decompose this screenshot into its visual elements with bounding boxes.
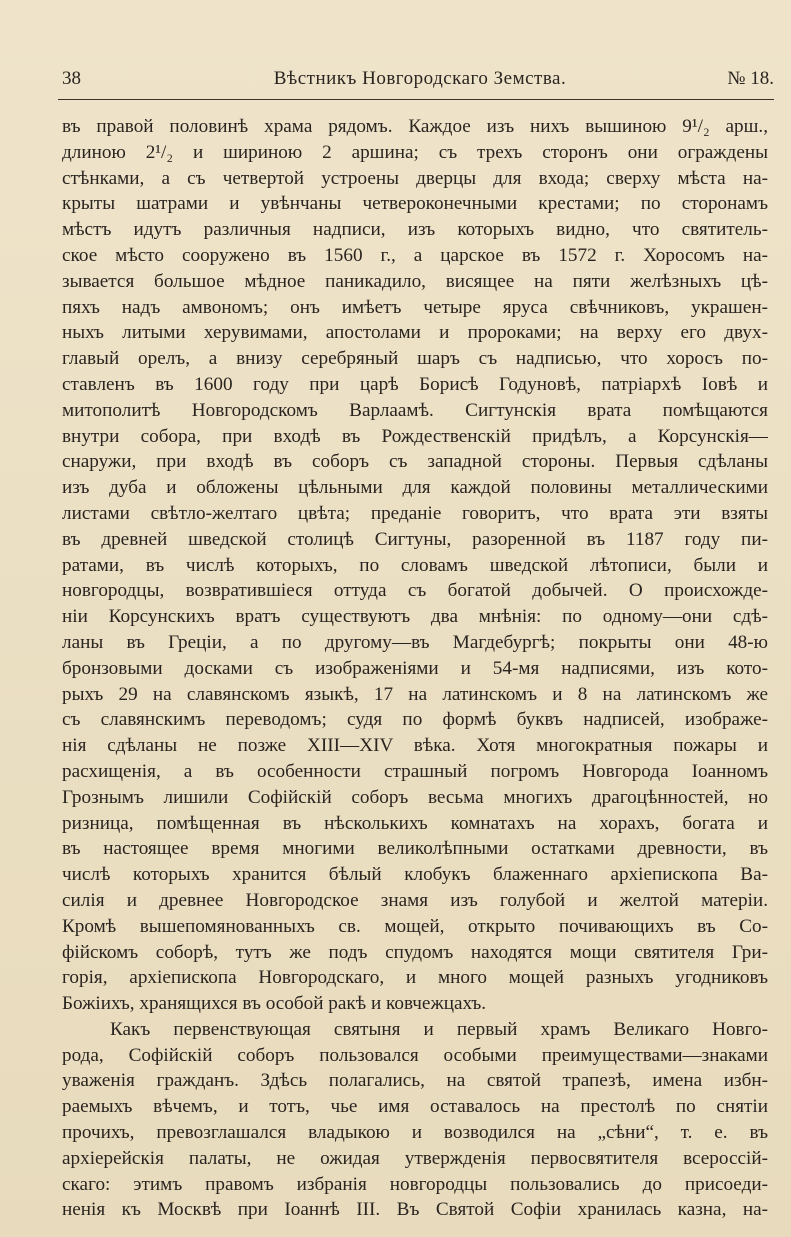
text-line: главый орелъ, а внизу серебряный шаръ съ надписью, что хоросъ по- [62, 348, 768, 370]
text-line: внутри собора, при входѣ въ Рождественскій придѣлъ, а Корсунскія— [62, 425, 768, 447]
text-line: митополитѣ Новгородскомъ Варлаамѣ. Сигтунскія врата помѣщаются [62, 399, 768, 421]
text-line: зывается большое мѣдное паникадило, висящее на пяти желѣзныхъ цѣ- [62, 270, 768, 292]
text-line: бронзовыми досками съ изображеніями и 54-мя надписями, изъ кото- [62, 657, 768, 679]
text-line: ланы въ Греціи, а по другому—въ Магдебургѣ; покрыты они 48-ю [62, 631, 768, 653]
text-line: листами свѣтло-желтаго цвѣта; преданіе говоритъ, что врата эти взяты [62, 502, 768, 524]
text-line: новгородцы, возвратившіеся оттуда съ богатой добычей. О происхожде- [62, 580, 768, 602]
text-line: архіерейскія палаты, не ожидая утвержденія первосвятителя всероссій- [62, 1147, 768, 1169]
text-line: ризница, помѣщенная въ нѣсколькихъ комнатахъ на хорахъ, богата и [62, 812, 768, 834]
header-rule [58, 99, 774, 100]
text-line: нія сдѣланы не позже XIII—XIV вѣка. Хотя многократныя пожары и [62, 735, 768, 757]
text-line: мѣстъ идутъ различныя надписи, изъ которыхъ видно, что святитель- [62, 219, 768, 241]
text-line: расхищенія, а въ особенности страшный погромъ Новгорода Іоанномъ [62, 760, 768, 782]
text-line: фійскомъ соборѣ, тутъ же подъ спудомъ находятся мощи святителя Гри- [62, 941, 768, 963]
text-line: въ настоящее время многими великолѣпными остатками древности, въ [62, 838, 768, 860]
page-number: 38 [62, 68, 81, 89]
text-line: числѣ которыхъ хранится бѣлый клобукъ блаженнаго архіепископа Ва- [62, 864, 768, 886]
text-line: прочихъ, превозглашался владыкою и возводился на „сѣни“, т. е. въ [62, 1122, 768, 1144]
text-line: изъ дуба и обложены цѣльными для каждой половины металлическими [62, 477, 768, 499]
text-line: ніи Корсунскихъ вратъ существуютъ два мнѣнія: по одному—они сдѣ- [62, 606, 768, 628]
journal-title: Вѣстникъ Новгородскаго Земства. [273, 68, 567, 89]
text-line: ставленъ въ 1600 году при царѣ Борисѣ Годуновѣ, патріархѣ Іовѣ и [62, 373, 768, 395]
text-line: снаружи, при входѣ въ соборъ съ западной стороны. Первыя сдѣланы [62, 451, 768, 473]
text-line: пяхъ надъ амвономъ; онъ имѣетъ четыре яруса свѣчниковъ, украшен- [62, 296, 768, 318]
text-line: скаго: этимъ правомъ избранія новгородцы пользовались до присоеди- [62, 1173, 768, 1195]
text-line: Какъ первенствующая святыня и первый храмъ Великаго Новго- [110, 1018, 768, 1040]
text-line: Кромѣ вышепомянованныхъ св. мощей, открыто почивающихъ въ Со- [62, 915, 768, 937]
text-line: рыхъ 29 на славянскомъ языкѣ, 17 на латинскомъ и 8 на латинскомъ же [62, 683, 768, 705]
text-line: ныхъ литыми херувимами, апостолами и пророками; на верху его двух- [62, 322, 768, 344]
text-line: Божіихъ, хранящихся въ особой ракѣ и ковчежцахъ. [62, 993, 487, 1015]
text-line: крыты шатрами и увѣнчаны четвероконечными крестами; по сторонамъ [62, 193, 768, 215]
text-line: горія, архіепископа Новгородскаго, и много мощей разныхъ угодниковъ [62, 967, 768, 989]
text-line: стѣнками, а съ четвертой устроены дверцы для входа; сверху мѣста на- [62, 167, 768, 189]
text-line: ратами, въ числѣ которыхъ, по словамъ шведской лѣтописи, были и [62, 554, 768, 576]
text-line: Грознымъ лишили Софійскій соборъ весьма многихъ драгоцѣнностей, но [62, 786, 768, 808]
article-body [62, 114, 768, 1223]
page-header [58, 66, 782, 92]
issue-number: № 18. [727, 68, 774, 89]
text-line: длиною 2¹/₂ и шириною 2 аршина; съ трехъ сторонъ они ограждены [62, 141, 768, 163]
text-line: въ древней шведской столицѣ Сигтуны, разоренной въ 1187 году пи- [62, 528, 768, 550]
text-line: раемыхъ вѣчемъ, и тотъ, чье имя оставалось на престолѣ по снятіи [62, 1096, 768, 1118]
text-line: силія и древнее Новгородское знамя изъ голубой и желтой матеріи. [62, 889, 768, 911]
text-line: ненія къ Москвѣ при Іоаннѣ III. Въ Святой Софіи хранилась казна, на- [62, 1199, 768, 1221]
text-line: ское мѣсто сооружено въ 1560 г., а царское въ 1572 г. Хоросомъ на- [62, 244, 768, 266]
text-line: рода, Софійскій соборъ пользовался особыми преимуществами—знаками [62, 1044, 768, 1066]
text-line: уваженія гражданъ. Здѣсь полагались, на святой трапезѣ, имена избн- [62, 1070, 768, 1092]
text-line: въ правой половинѣ храма рядомъ. Каждое изъ нихъ вышиною 9¹/₂ арш., [62, 116, 768, 137]
text-line: съ славянскимъ переводомъ; судя по формѣ буквъ надписей, изображе- [62, 709, 768, 731]
